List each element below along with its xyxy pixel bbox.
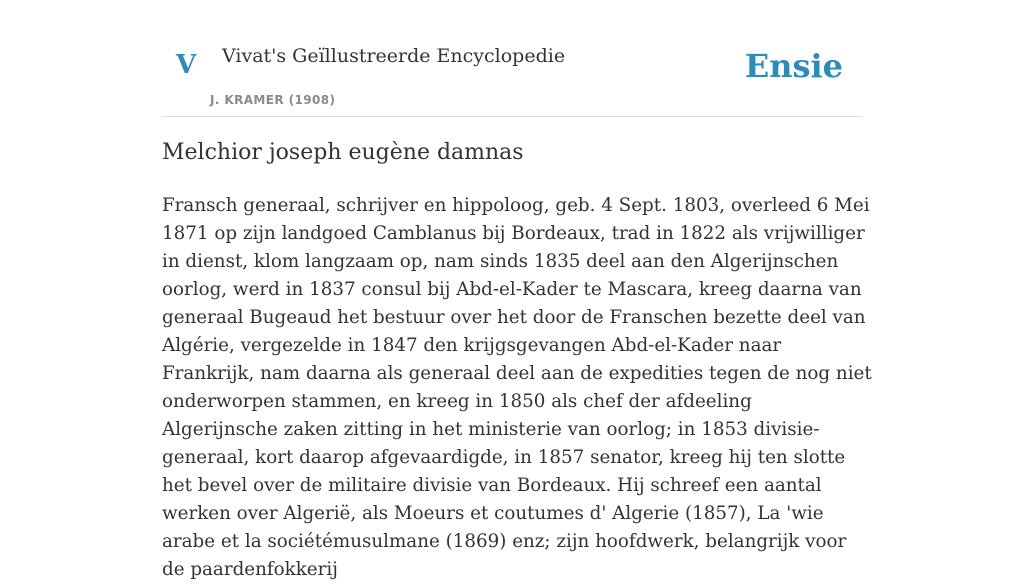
brand-logo[interactable]: Ensie xyxy=(744,47,843,85)
source-header xyxy=(162,0,862,117)
source-logo[interactable]: V xyxy=(176,50,197,80)
source-title[interactable]: Vivat's Geïllustreerde Encyclopedie xyxy=(222,45,566,67)
article-body: Fransch generaal, schrijver en hippoloog, geb. 4 Sept. 1803, overleed 6 Mei 1871 op zijn landgoed Camblanus bij Bordeaux, trad in 1822 als vrijwilliger in dienst, klom langzaam op, nam sinds 1835 deel aan den Algerijnschen oorlog, werd in 1837 consul bij Abd-el-Kader te Mascara, kreeg daarna van generaal Bugeaud het bestuur over het door de Franschen bezette deel van Algérie, vergezelde in 1847 den krijgsgevangen Abd-el-Kader naar Frankrijk, nam daarna als generaal deel aan de expedities tegen de nog niet onderworpen stammen, en kreeg in 1850 als chef der afdeeling Algerijnsche zaken zitting in het ministerie van oorlog; in 1853 divisie-generaal, kort daarop afgevaardigde, in 1857 senator, kreeg hij ten slotte het bevel over de militaire divisie van Bordeaux. Hij schreef een aantal werken over Algerië, als Moeurs et coutumes d' Algerie (1857), La 'wie arabe et la sociétémusulmane (1869) enz; zijn hoofdwerk, belangrijk voor de paardenfokkerij xyxy=(162,195,872,580)
source-author: J. KRAMER (1908) xyxy=(210,93,336,107)
article-title: Melchior joseph eugène damnas xyxy=(162,140,524,165)
